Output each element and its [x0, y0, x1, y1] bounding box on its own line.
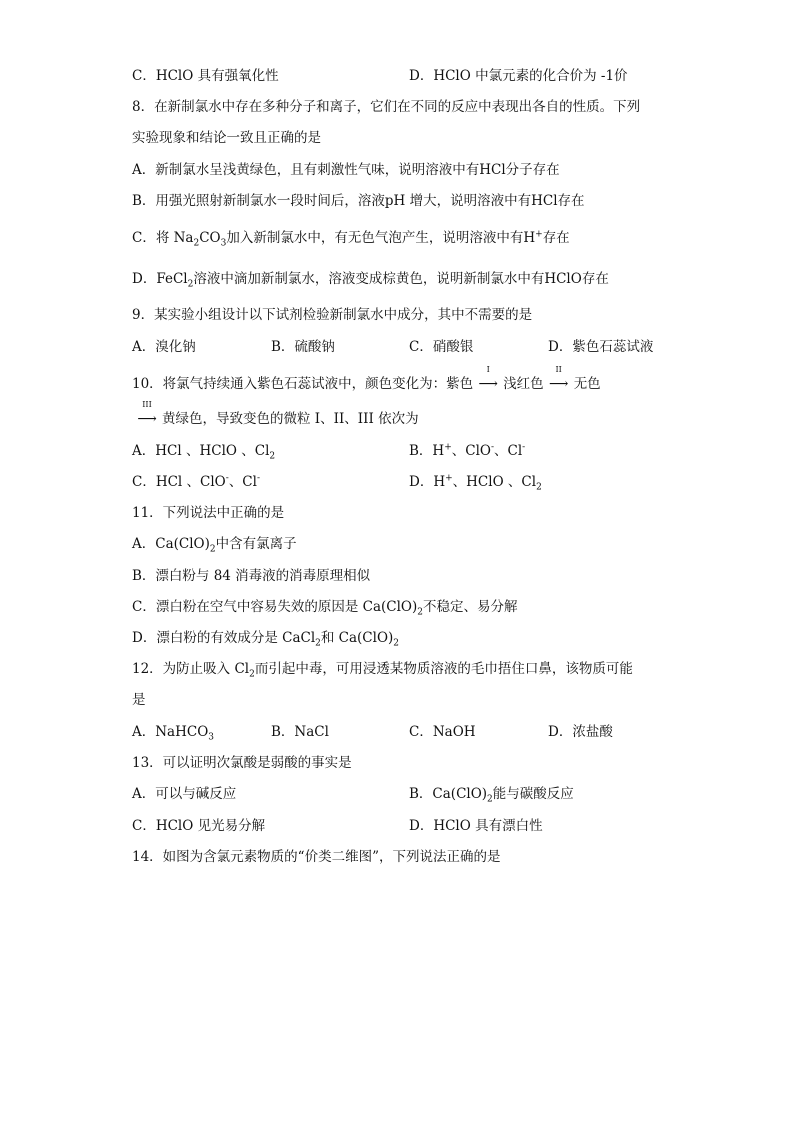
q13-stem: 13．可以证明次氯酸是弱酸的事实是: [132, 755, 352, 771]
q12-option-a: A．NaHCO$_3$: [132, 724, 215, 743]
reaction-arrow-icon: I ⟶: [478, 365, 498, 392]
q10-option-c: C．HCl 、ClO-、Cl-: [132, 473, 261, 490]
q11-option-c: C．漂白粉在空气中容易失效的原因是 $Ca(ClO)_2$不稳定、易分解: [132, 599, 518, 618]
q11-stem: 11．下列说法中正确的是: [132, 505, 285, 521]
q11-option-b: B．漂白粉与 84 消毒液的消毒原理相似: [132, 568, 371, 584]
option-text: D．HClO 中氯元素的化合价为 -1价: [409, 68, 628, 84]
q13-option-a: A．可以与碱反应: [132, 786, 237, 802]
q9-option-c: C．硝酸银: [409, 339, 474, 355]
q12-option-b: B．NaCl: [271, 724, 329, 740]
q12-stem-line1: 12．为防止吸入 $Cl_2$而引起中毒，可用浸透某物质溶液的毛巾捂住口鼻，该物质可能: [132, 661, 633, 680]
prev-option-d: [409, 67, 628, 85]
q9-option-b: B．硫酸钠: [271, 339, 335, 355]
q10-option-d: D．H+、HClO 、$Cl_2$: [409, 473, 542, 493]
q13-option-c: C．HClO 见光易分解: [132, 818, 266, 834]
q8-option-a: A．新制氯水呈浅黄绿色，且有刺激性气味，说明溶液中有HCl分子存在: [132, 162, 560, 178]
q12-option-c: C．NaOH: [409, 724, 476, 740]
q12-option-d: D．浓盐酸: [548, 724, 613, 740]
q10-option-a: A．HCl 、HClO 、$Cl_2$: [132, 443, 276, 462]
q9-option-a: A．溴化钠: [132, 339, 196, 355]
q13-option-b: B．$Ca(ClO)_2$能与碳酸反应: [409, 786, 574, 805]
q14-stem: 14．如图为含氯元素物质的“价类二维图”，下列说法正确的是: [132, 849, 501, 865]
option-text: C．HClO 具有强氧化性: [132, 68, 279, 84]
q10-option-b: B．H+、ClO-、Cl-: [409, 442, 526, 459]
reaction-arrow-icon: III ⟶: [137, 400, 157, 427]
q8-option-b: B．用强光照射新制氯水一段时间后，溶液pH 增大，说明溶液中有HCl存在: [132, 193, 585, 209]
q8-stem-line2: 实验现象和结论一致且正确的是: [132, 130, 321, 146]
q11-option-a: A．$Ca(ClO)_2$中含有氯离子: [132, 536, 297, 555]
q9-option-d: D．紫色石蕊试液: [548, 339, 654, 355]
q10-stem-line2: III ⟶ 黄绿色，导致变色的微粒 I、II、III 依次为: [132, 410, 419, 428]
reaction-arrow-icon: II ⟶: [549, 365, 569, 392]
q8-option-c: C．将 $Na_2CO_3$加入新制氯水中，有无色气泡产生，说明溶液中有H+存在: [132, 229, 570, 249]
prev-option-c: [132, 67, 279, 85]
q10-stem-line1: 10．将氯气持续通入紫色石蕊试液中，颜色变化为：紫色 I ⟶ 浅红色 II ⟶ 无色: [132, 365, 601, 392]
q8-option-d: D．FeCl$_2$溶液中滴加新制氯水，溶液变成棕黄色，说明新制氯水中有HClO存在: [132, 271, 609, 290]
q9-stem: 9．某实验小组设计以下试剂检验新制氯水中成分，其中不需要的是: [132, 307, 533, 323]
q13-option-d: D．HClO 具有漂白性: [409, 818, 543, 834]
q12-stem-line2: 是: [132, 692, 146, 708]
q8-stem-line1: 8．在新制氯水中存在多种分子和离子，它们在不同的反应中表现出各自的性质。下列: [132, 99, 641, 115]
q11-option-d: D．漂白粉的有效成分是 CaCl$_2$和 $Ca(ClO)_2$: [132, 630, 400, 649]
